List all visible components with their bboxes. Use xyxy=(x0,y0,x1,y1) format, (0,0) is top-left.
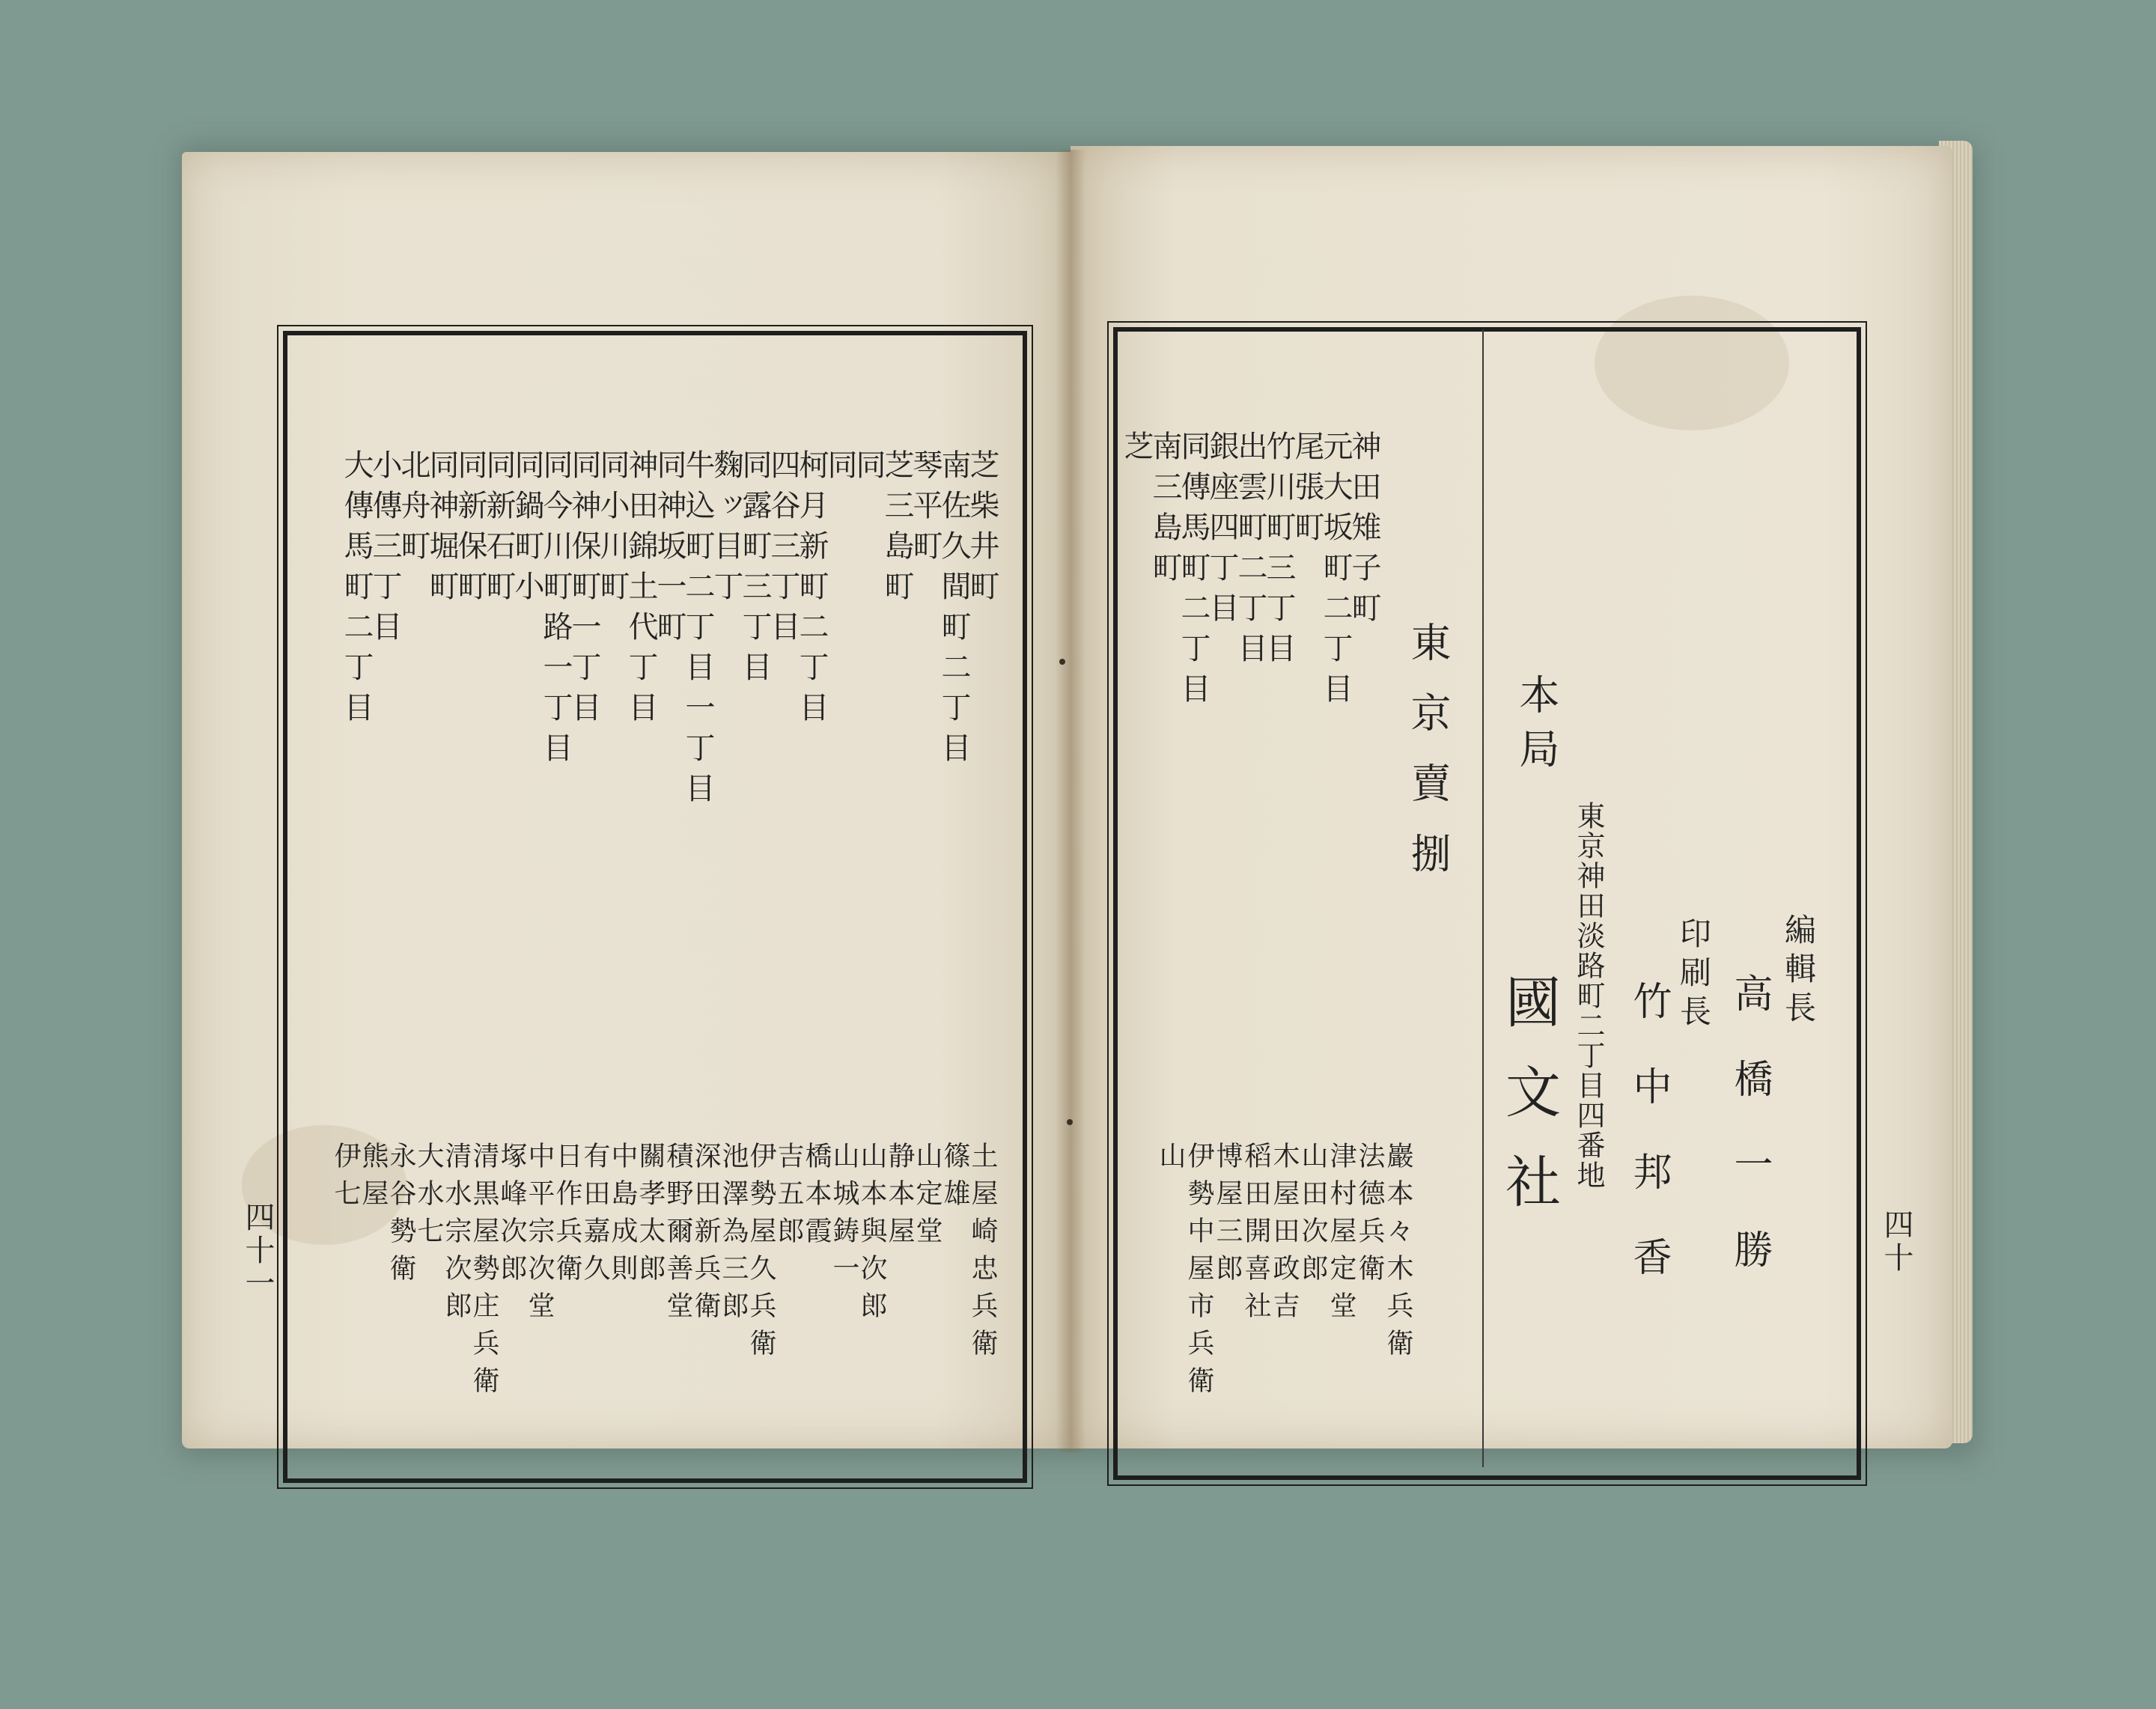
text-column: 吉五郎 xyxy=(773,1142,804,1254)
text-column: 同 xyxy=(851,449,886,490)
right-folio: 四十 xyxy=(1879,1209,1913,1275)
text-column: 清水宗次郎 xyxy=(441,1142,472,1329)
text-column: 出雲町二丁目 xyxy=(1233,430,1267,673)
left-folio: 四十一 xyxy=(240,1201,275,1300)
text-column: 静本屋 xyxy=(884,1142,915,1254)
text-column: 同今川町路一丁目 xyxy=(538,449,573,773)
text-column: 永谷勢衛 xyxy=(386,1142,416,1291)
text-column: 南三島町 xyxy=(1148,430,1182,592)
text-column: 四谷三丁目 xyxy=(766,449,800,651)
head-office-label: 本局 xyxy=(1513,674,1560,782)
text-column: 土屋崎忠兵衛 xyxy=(967,1142,998,1366)
text-column: 芝三島町 xyxy=(880,449,914,611)
text-column: 大水七 xyxy=(413,1142,444,1254)
text-column: 有田嘉久 xyxy=(579,1142,610,1291)
text-column: 同新保町 xyxy=(453,449,487,611)
text-column: 同新石町 xyxy=(481,449,516,611)
text-column: 深田新兵衛 xyxy=(690,1142,721,1329)
text-column: 津村屋定堂 xyxy=(1326,1142,1356,1329)
text-column: 巖本々木兵衛 xyxy=(1383,1142,1413,1366)
text-column: 同神堀町 xyxy=(424,449,459,611)
text-column: 伊勢屋久兵衛 xyxy=(746,1142,776,1366)
printer-title: 印刷長 xyxy=(1675,917,1712,1034)
text-column: 小傳三丁目 xyxy=(368,449,402,651)
binding-hole xyxy=(1067,1119,1073,1125)
text-column: 塚峰次郎 xyxy=(496,1142,527,1291)
text-column: 同 xyxy=(823,449,857,490)
text-column: 芝 xyxy=(1119,430,1154,471)
editor-title: 編輯長 xyxy=(1780,913,1817,1030)
text-column: 積野爾善堂 xyxy=(663,1142,693,1329)
imprint-divider xyxy=(1482,329,1484,1467)
binding-hole xyxy=(1059,659,1065,665)
text-column: 銀座四丁目 xyxy=(1205,430,1239,633)
text-column: 山田次郎 xyxy=(1297,1142,1328,1291)
text-column: 篠雄 xyxy=(940,1142,970,1216)
text-column: 竹川町三丁目 xyxy=(1261,430,1296,673)
text-column: 大傳馬町二丁目 xyxy=(339,449,374,732)
text-column: 牛込町二丁目一丁目 xyxy=(680,449,715,813)
text-column: 山本與次郎 xyxy=(856,1142,887,1329)
text-column: 芝柴井町 xyxy=(965,449,999,611)
text-column: 琴平町 xyxy=(908,449,943,570)
address: 東京神田淡路町二丁目四番地 xyxy=(1572,801,1605,1190)
text-column: 同傳馬町二丁目 xyxy=(1176,430,1211,713)
text-column: 同鍋町小 xyxy=(510,449,544,611)
text-column: 山 xyxy=(1155,1142,1186,1179)
text-column: 清黒屋勢庄兵衛 xyxy=(469,1142,499,1404)
editor-name: 高橋一勝 xyxy=(1727,973,1772,1315)
text-column: 同小川町 xyxy=(595,449,630,611)
text-column: 元大坂町二丁目 xyxy=(1318,430,1353,713)
text-column: 伊七 xyxy=(330,1142,361,1216)
text-column: 池澤為三郎 xyxy=(718,1142,749,1329)
text-column: 山城鋳一 xyxy=(829,1142,859,1291)
text-column: 同神保町一丁目 xyxy=(567,449,601,732)
sales-label: 東京賣捌 xyxy=(1404,621,1452,903)
text-column: 同露町三丁目 xyxy=(737,449,772,692)
text-column: 北舟町 xyxy=(396,449,430,570)
text-column: 伊勢中屋市兵衛 xyxy=(1184,1142,1214,1404)
printer-name: 竹中邦香 xyxy=(1626,981,1671,1322)
text-column: 橋本霞 xyxy=(801,1142,832,1254)
text-column: 博屋三郎 xyxy=(1212,1142,1243,1291)
text-column: 山定堂 xyxy=(912,1142,943,1254)
publisher-name: 國文社 xyxy=(1496,973,1561,1243)
text-column: 南佐久間町二丁目 xyxy=(937,449,971,773)
text-column: 柯月新町二丁目 xyxy=(794,449,829,732)
text-column: 中島成則 xyxy=(607,1142,638,1291)
text-column: 神田錦土代丁目 xyxy=(624,449,658,732)
text-column: 法德兵衛 xyxy=(1354,1142,1385,1291)
text-column: 關孝太郎 xyxy=(635,1142,666,1291)
text-column: 熊屋 xyxy=(358,1142,389,1216)
book-gutter xyxy=(1056,150,1085,1452)
text-column: 木屋田政吉 xyxy=(1269,1142,1300,1329)
text-column: 稻田開喜社 xyxy=(1240,1142,1271,1329)
text-column: 同神坂一町 xyxy=(652,449,686,651)
text-column: 麴ッ目丁 xyxy=(709,449,743,611)
text-column: 日作兵衛 xyxy=(552,1142,582,1291)
text-column: 神田雉子町 xyxy=(1347,430,1381,633)
text-column: 尾張町 xyxy=(1290,430,1324,552)
text-column: 中平宗次堂 xyxy=(524,1142,555,1329)
